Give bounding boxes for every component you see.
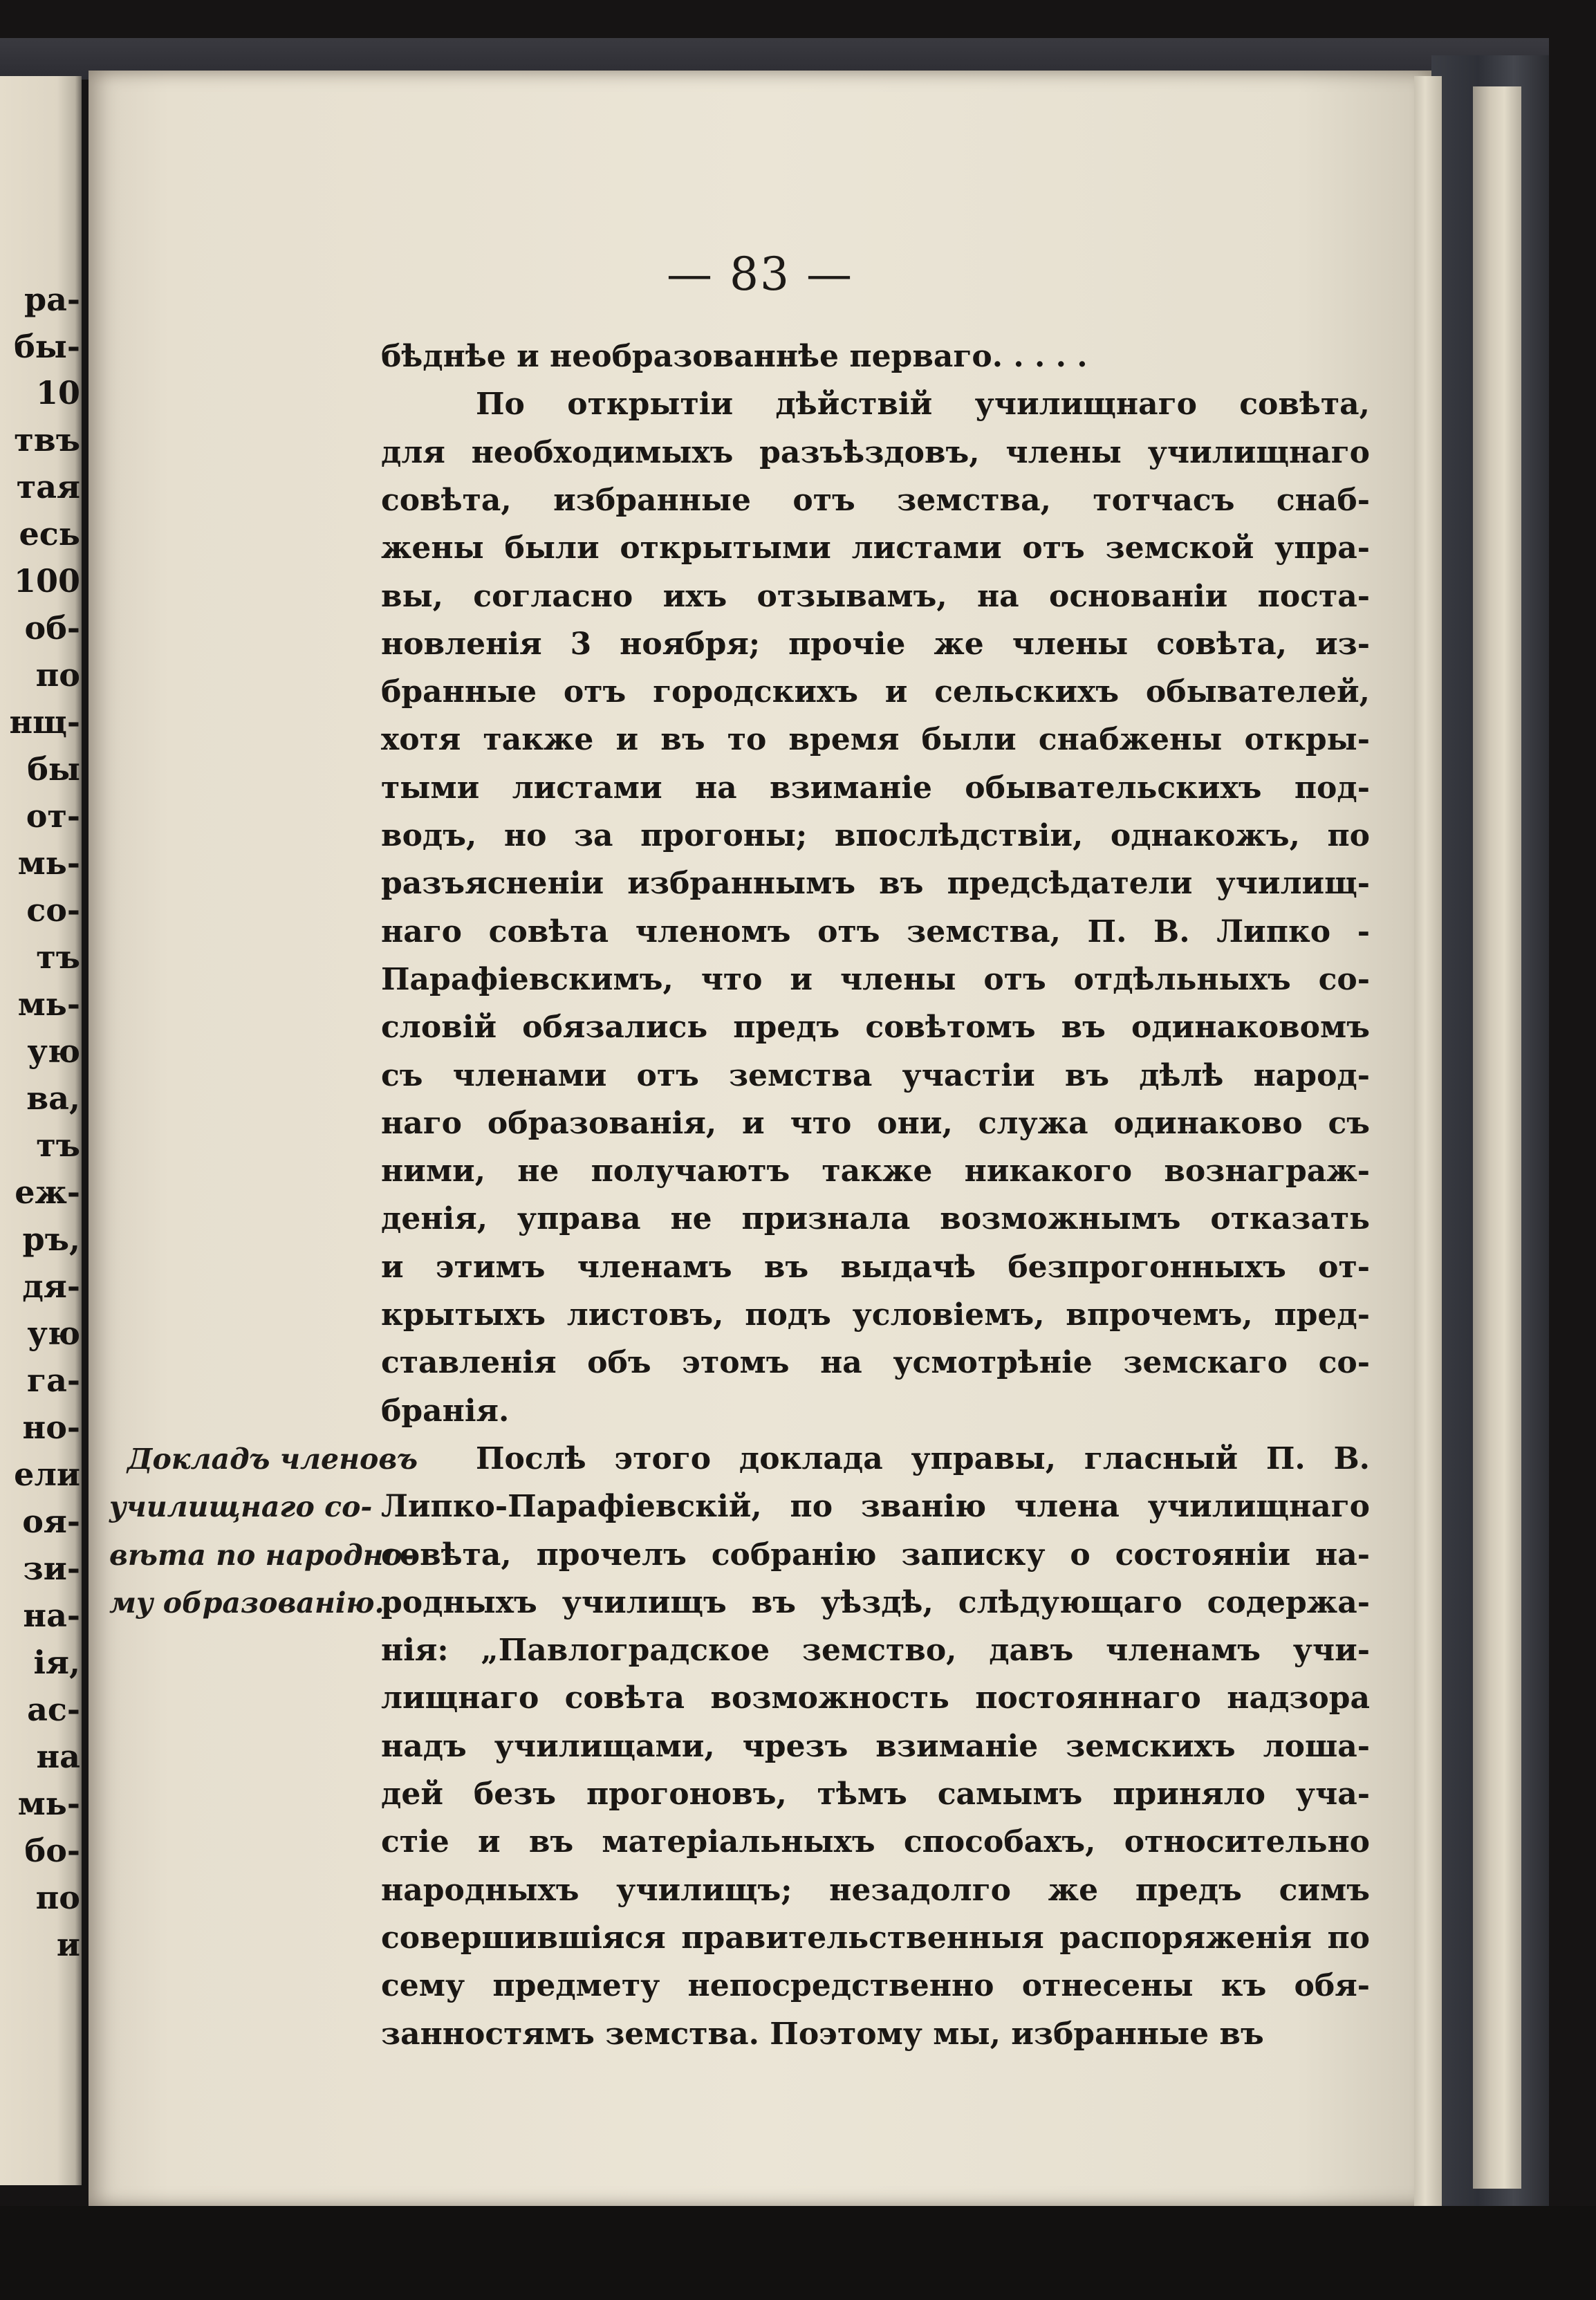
facing-page-text: твъ: [14, 421, 80, 458]
text-line: занностямъ земства. Поэтому мы, избранные въ: [381, 2016, 1264, 2052]
margin-note-line: вѣта по народно-: [109, 1538, 414, 1572]
text-line: водъ, но за прогоны; впослѣдствіи, однакожъ, по: [381, 818, 1370, 853]
facing-page-text: на-: [23, 1597, 80, 1634]
text-line: стіе и въ матеріальныхъ способахъ, относительно: [381, 1824, 1370, 1860]
facing-page-text: тъ: [36, 938, 80, 976]
facing-page-text: со-: [26, 891, 80, 929]
text-line: народныхъ училищъ; незадолго же предъ симъ: [381, 1872, 1370, 1908]
text-line: наго образованія, и что они, служа одинаково съ: [381, 1105, 1370, 1141]
facing-page-text: мь-: [17, 844, 80, 882]
facing-page-text: и: [56, 1926, 80, 1963]
text-line: сему предмету непосредственно отнесены къ обя-: [381, 1968, 1370, 2004]
text-line: совершившіяся правительственныя распоряженія по: [381, 1920, 1370, 1956]
text-line: Послѣ этого доклада управы, гласный П. В.: [476, 1440, 1370, 1476]
facing-page-text: по: [35, 656, 80, 694]
facing-page-text: еж-: [15, 1174, 80, 1211]
text-line: ними, не получаютъ также никакого вознаграж-: [381, 1153, 1370, 1189]
page-stack-edge: [1473, 86, 1521, 2189]
facing-page-text: мь-: [17, 985, 80, 1023]
book-page: [89, 71, 1431, 2207]
text-line: родныхъ училищъ въ уѣздѣ, слѣдующаго содержа-: [381, 1584, 1370, 1620]
bleed-through: [178, 344, 400, 371]
margin-note-line: Докладъ членовъ: [127, 1442, 418, 1476]
facing-page-text: мь-: [17, 1785, 80, 1822]
text-line: крытыхъ листовъ, подъ условіемъ, впрочемъ, пред-: [381, 1297, 1370, 1333]
facing-page-text: ра-: [24, 281, 80, 318]
facing-page-text: ва,: [26, 1079, 80, 1117]
text-line: словій обязались предъ совѣтомъ въ одинаковомъ: [381, 1010, 1370, 1046]
facing-page-text: ели: [14, 1456, 80, 1493]
facing-page-text: ую: [27, 1315, 80, 1352]
facing-page-text: оя-: [22, 1503, 80, 1540]
facing-page-text: 100: [13, 562, 80, 600]
margin-note-line: му образованію.: [109, 1586, 384, 1620]
facing-page-text: бы: [27, 750, 80, 788]
facing-page-fragment: [0, 76, 82, 2185]
facing-page-text: ръ,: [22, 1221, 80, 1258]
text-line: бранія.: [381, 1393, 510, 1429]
text-line: бѣднѣе и необразованнѣе перваго. . . . .: [381, 339, 1088, 374]
facing-page-text: на: [36, 1738, 80, 1775]
text-line: жены были открытыми листами отъ земской упра-: [381, 530, 1370, 566]
text-line: для необходимыхъ разъѣздовъ, члены училищнаго: [381, 434, 1370, 470]
facing-page-text: от-: [26, 797, 80, 835]
facing-page-text: бо-: [24, 1832, 80, 1869]
text-line: тыми листами на взиманіе обывательскихъ под-: [381, 770, 1370, 806]
facing-page-text: зи-: [23, 1550, 80, 1587]
text-line: По открытіи дѣйствій училищнаго совѣта,: [476, 387, 1370, 423]
facing-page-text: есь: [19, 515, 80, 553]
text-line: новленія 3 ноября; прочіе же члены совѣта, из-: [381, 626, 1370, 662]
facing-page-text: ую: [27, 1032, 80, 1070]
facing-page-text: тая: [16, 468, 80, 506]
page-right-edge: [1414, 76, 1442, 2206]
text-line: хотя также и въ то время были снабжены откры-: [381, 722, 1370, 758]
text-line: разъясненіи избраннымъ въ предсѣдатели училищ-: [381, 866, 1370, 902]
text-line: лищнаго совѣта возможность постояннаго надзора: [381, 1680, 1370, 1716]
text-line: совѣта, прочелъ собранію записку о состояніи на-: [381, 1537, 1370, 1573]
text-line: совѣта, избранные отъ земства, тотчасъ снаб-: [381, 482, 1370, 518]
text-line: бранные отъ городскихъ и сельскихъ обывателей,: [381, 674, 1370, 710]
text-line: ставленія объ этомъ на усмотрѣніе земскаго со-: [381, 1345, 1370, 1381]
facing-page-text: 10: [35, 374, 80, 411]
text-line: нія: „Павлоградское земство, давъ членамъ учи-: [381, 1633, 1370, 1669]
text-line: Парафіевскимъ, что и члены отъ отдѣльныхъ со-: [381, 961, 1370, 997]
text-line: вы, согласно ихъ отзывамъ, на основаніи поста-: [381, 578, 1370, 614]
text-line: съ членами отъ земства участіи въ дѣлѣ народ-: [381, 1057, 1370, 1093]
facing-page-text: дя-: [22, 1268, 80, 1305]
facing-page-text: ас-: [27, 1691, 80, 1728]
text-line: Липко-Парафіевскій, по званію члена училищнаго: [381, 1489, 1370, 1525]
text-line: надъ училищами, чрезъ взиманіе земскихъ лоша-: [381, 1728, 1370, 1764]
facing-page-text: бы-: [14, 328, 80, 365]
text-line: дей безъ прогоновъ, тѣмъ самымъ приняло уча-: [381, 1777, 1370, 1812]
text-line: и этимъ членамъ въ выдачѣ безпрогонныхъ от-: [381, 1249, 1370, 1285]
page-number: — 83 —: [667, 248, 853, 301]
facing-page-text: нщ-: [9, 703, 80, 741]
facing-page-text: но-: [22, 1409, 80, 1446]
facing-page-text: тъ: [36, 1126, 80, 1164]
bottom-shadow: [0, 2206, 1596, 2300]
text-line: наго совѣта членомъ отъ земства, П. В. Липко -: [381, 913, 1370, 949]
facing-page-text: по: [35, 1879, 80, 1916]
facing-page-text: об-: [24, 609, 80, 647]
facing-page-text: га-: [26, 1362, 80, 1399]
margin-note-line: училищнаго со-: [109, 1490, 373, 1524]
facing-page-text: ія,: [33, 1644, 80, 1681]
text-line: денія, управа не признала возможнымъ отказать: [381, 1201, 1370, 1237]
